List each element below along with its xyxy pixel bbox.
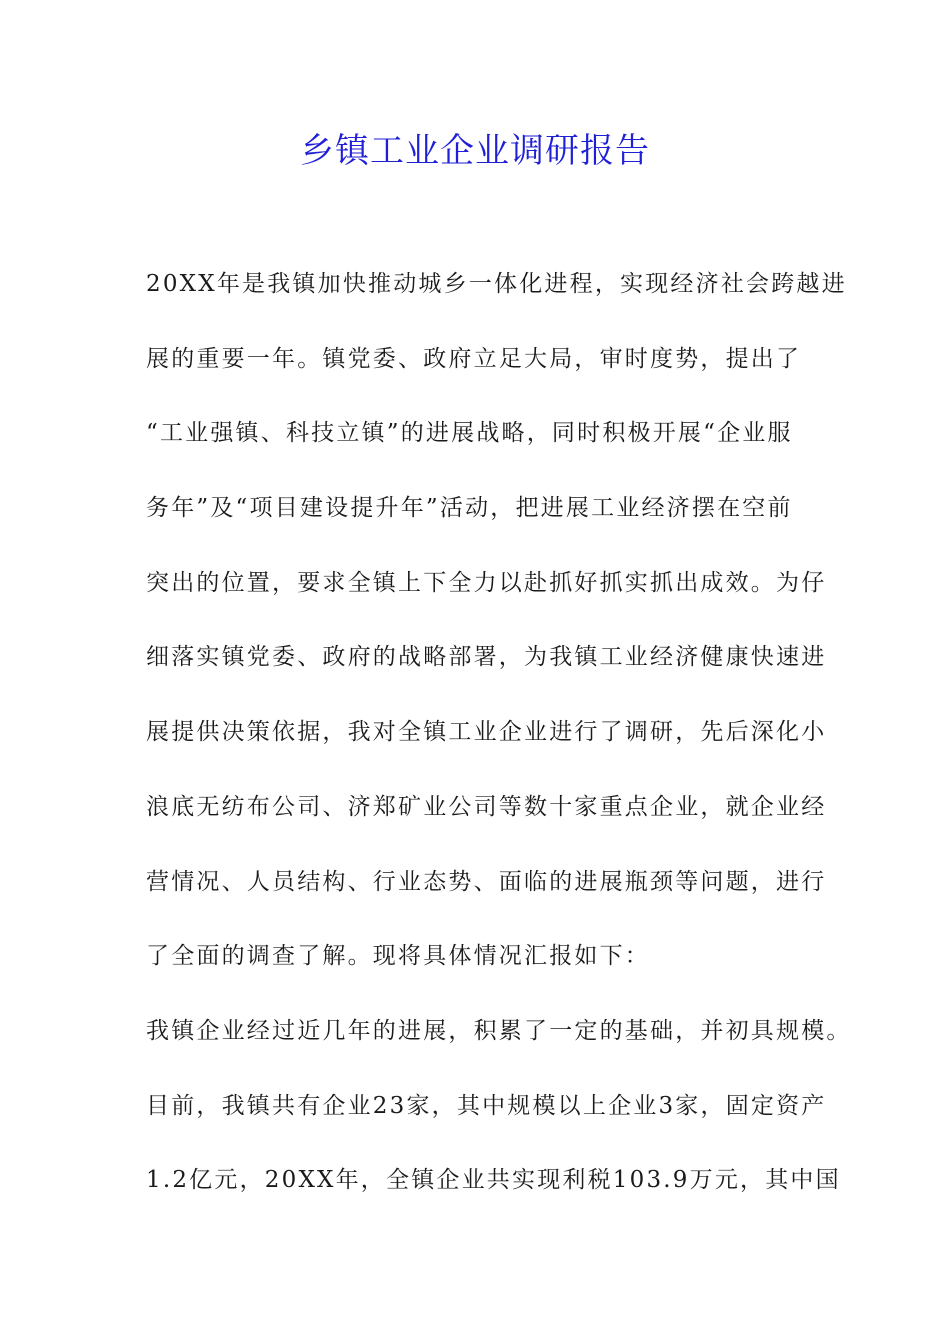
document-title: 乡镇工业企业调研报告 [300, 131, 650, 171]
body-line: 浪底无纺布公司、济郑矿业公司等数十家重点企业，就企业经 [146, 793, 827, 820]
body-line: 20XX年是我镇加快推动城乡一体化进程，实现经济社会跨越进 [146, 271, 847, 297]
document-body [146, 262, 852, 1233]
body-line: 营情况、人员结构、行业态势、面临的进展瓶颈等问题，进行 [146, 868, 827, 895]
body-line: 突出的位置，要求全镇上下全力以赴抓好抓实抓出成效。为仔 [146, 569, 827, 596]
body-line: 展的重要一年。镇党委、政府立足大局，审时度势，提出了 [146, 345, 802, 372]
body-line: 目前，我镇共有企业23家，其中规模以上企业3家，固定资产 [146, 1092, 827, 1119]
body-line: 细落实镇党委、政府的战略部署，为我镇工业经济健康快速进 [146, 644, 827, 671]
body-line: 我镇企业经过近几年的进展，积累了一定的基础，并初具规模。 [146, 1017, 852, 1044]
body-line: 了全面的调查了解。现将具体情况汇报如下： [146, 943, 650, 970]
body-line: 1.2亿元，20XX年，全镇企业共实现利税103.9万元，其中国 [146, 1167, 841, 1194]
body-line: 展提供决策依据，我对全镇工业企业进行了调研，先后深化小 [146, 719, 827, 746]
body-line: “工业强镇、科技立镇”的进展战略，同时积极开展“企业服 [146, 420, 793, 447]
body-line: 务年”及“项目建设提升年”活动，把进展工业经济摆在空前 [146, 495, 793, 522]
